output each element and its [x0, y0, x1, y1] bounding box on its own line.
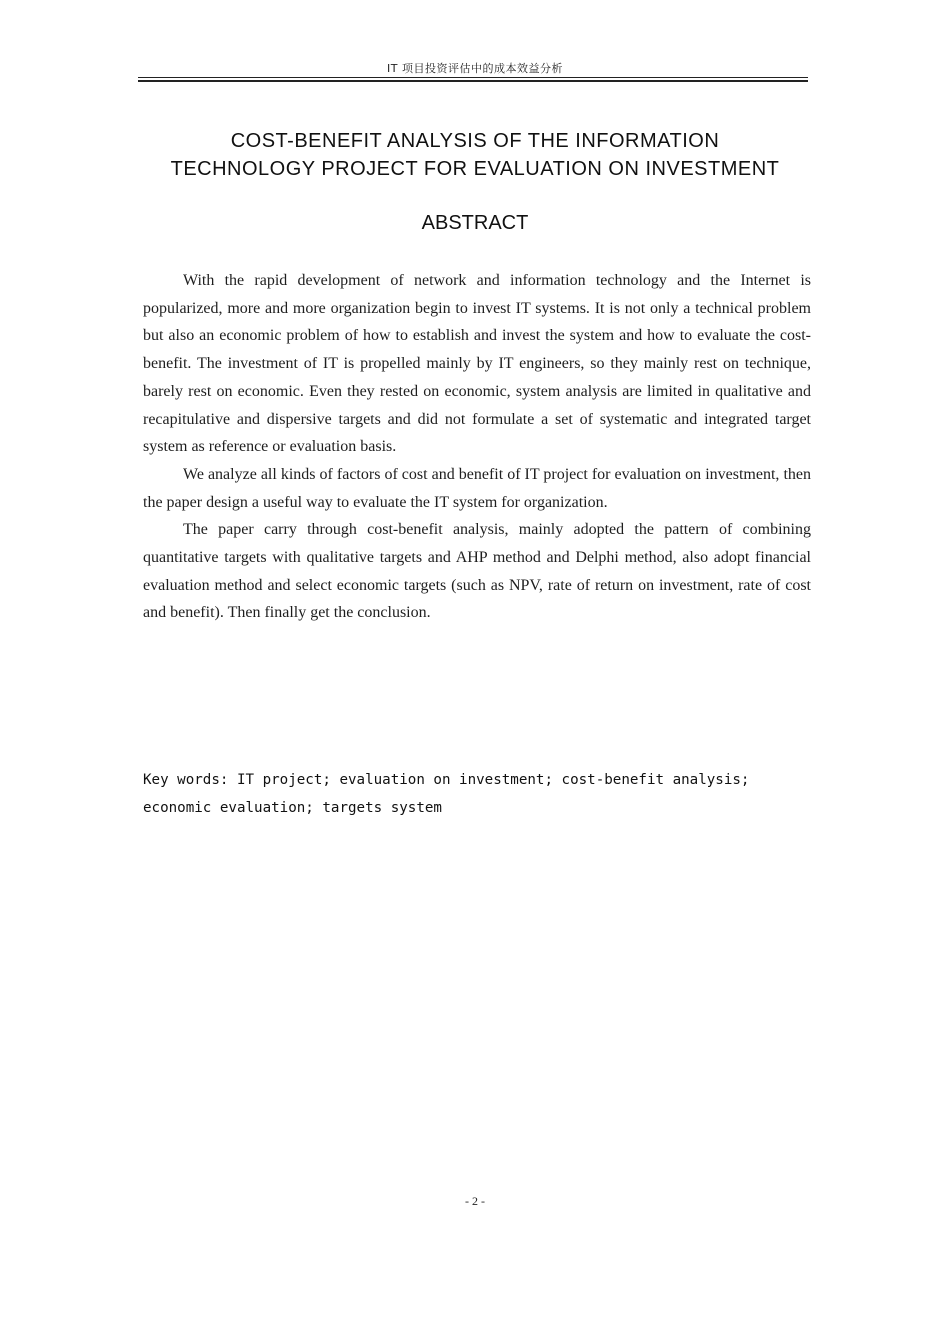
- abstract-paragraph-2: We analyze all kinds of factors of cost and benefit of IT project for evaluation on investment, then the paper design a useful way to evaluate the IT system for organization.: [143, 465, 811, 511]
- title-line-2: TECHNOLOGY PROJECT FOR EVALUATION ON INVESTMENT: [170, 158, 780, 180]
- header-rule: [138, 77, 808, 78]
- page-number: - 2 -: [465, 1194, 485, 1208]
- title-line-1: COST-BENEFIT ANALYSIS OF THE INFORMATION: [230, 130, 720, 152]
- abstract-paragraph-3: The paper carry through cost-benefit analysis, mainly adopted the pattern of combining quantitative targets with qualitative targets and AHP method and Delphi method, also adopt financial evaluation method and select economic targets (such as NPV, rate of return on investment, rate of cost and benefit). Then finally get the conclusion.: [143, 521, 811, 622]
- paper-title: [0, 127, 950, 183]
- abstract-body: [143, 267, 811, 627]
- abstract-heading: ABSTRACT: [421, 212, 529, 234]
- running-header: IT 项目投资评估中的成本效益分析: [387, 62, 563, 75]
- keywords-label: Key words:: [143, 772, 229, 788]
- header-rule-thick: [138, 80, 808, 82]
- keywords-text: IT project; evaluation on investment; cost-benefit analysis; economic evaluation; targets system: [143, 772, 750, 816]
- abstract-paragraph-1: With the rapid development of network and information technology and the Internet is popularized, more and more organization begin to invest IT systems. It is not only a technical problem but also an economic problem of how to establish and invest the system and how to evaluate the cost-benefit. The investment of IT is propelled mainly by IT engineers, so they mainly rest on technique, barely rest on economic. Even they rested on economic, system analysis are limited in qualitative and recapitulative and dispersive targets and did not formulate a set of systematic and integrated target system as reference or evaluation basis.: [143, 272, 811, 456]
- keywords: [143, 766, 811, 822]
